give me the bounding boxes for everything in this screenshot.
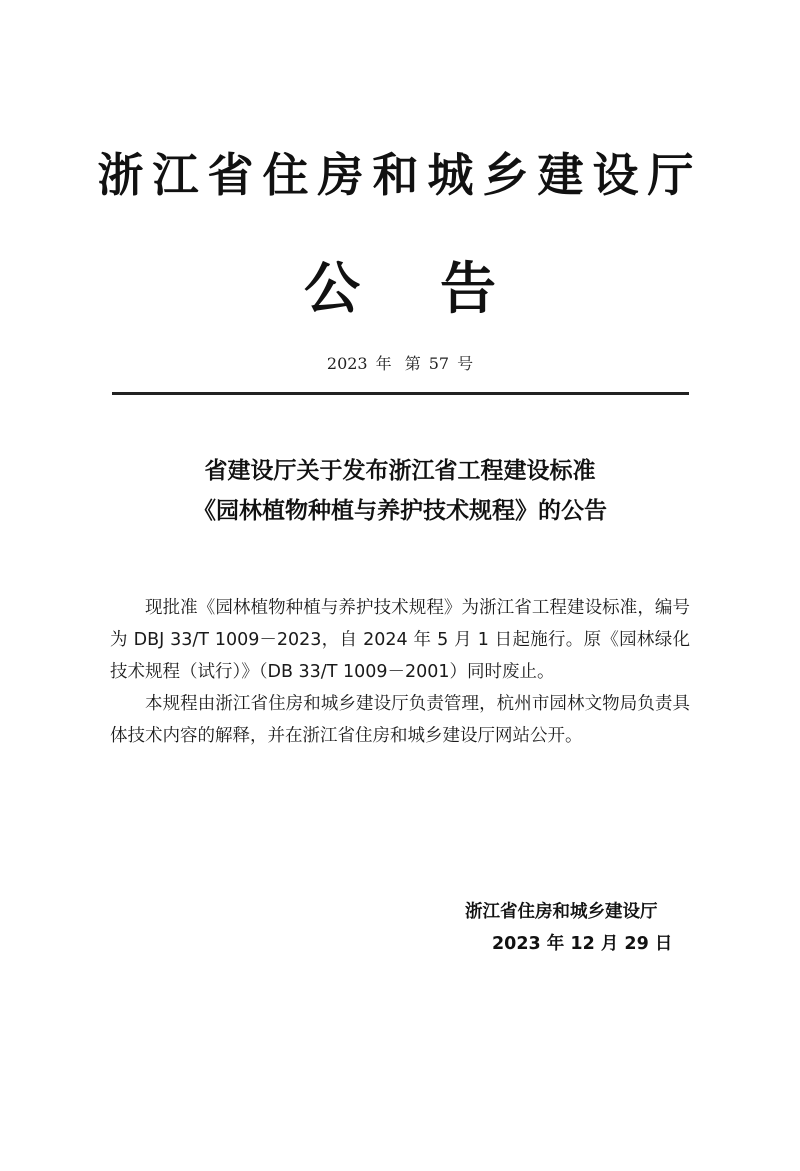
signature-date: 2023 年 12 月 29 日: [492, 934, 673, 954]
issue-number-line: [0, 352, 800, 376]
issue-number-unit: 号: [457, 354, 474, 373]
notice-body: [110, 592, 690, 752]
body-paragraph-1: 现批准《园林植物种植与养护技术规程》为浙江省工程建设标准，编号为 DBJ 33/T 1009－2023，自 2024 年 5 月 1 日起施行。原《园林绿化技术规程（试行）》（DB 33/T 1009－2001）同时废止。: [110, 598, 690, 682]
body-paragraph-2: 本规程由浙江省住房和城乡建设厅负责管理，杭州市园林文物局负责具体技术内容的解释，并在浙江省住房和城乡建设厅网站公开。: [110, 694, 690, 746]
notice-title: [0, 451, 800, 531]
document-type-char-2: 告: [440, 257, 496, 322]
issuer-heading: 浙江省住房和城乡建设厅: [97, 148, 703, 202]
signature-block: [420, 896, 710, 960]
issue-year: 2023: [326, 354, 368, 373]
header-divider: [112, 392, 689, 395]
notice-title-line-1: 省建设厅关于发布浙江省工程建设标准: [204, 458, 596, 484]
issue-number-prefix: 第: [404, 354, 421, 373]
document-type-char-1: 公: [304, 257, 360, 322]
document-type-heading: [0, 250, 800, 330]
issue-number: 57: [428, 354, 450, 373]
issue-year-unit: 年: [375, 354, 392, 373]
signature-organization: 浙江省住房和城乡建设厅: [465, 902, 658, 922]
notice-title-line-2: 《园林植物种植与养护技术规程》的公告: [193, 498, 607, 524]
